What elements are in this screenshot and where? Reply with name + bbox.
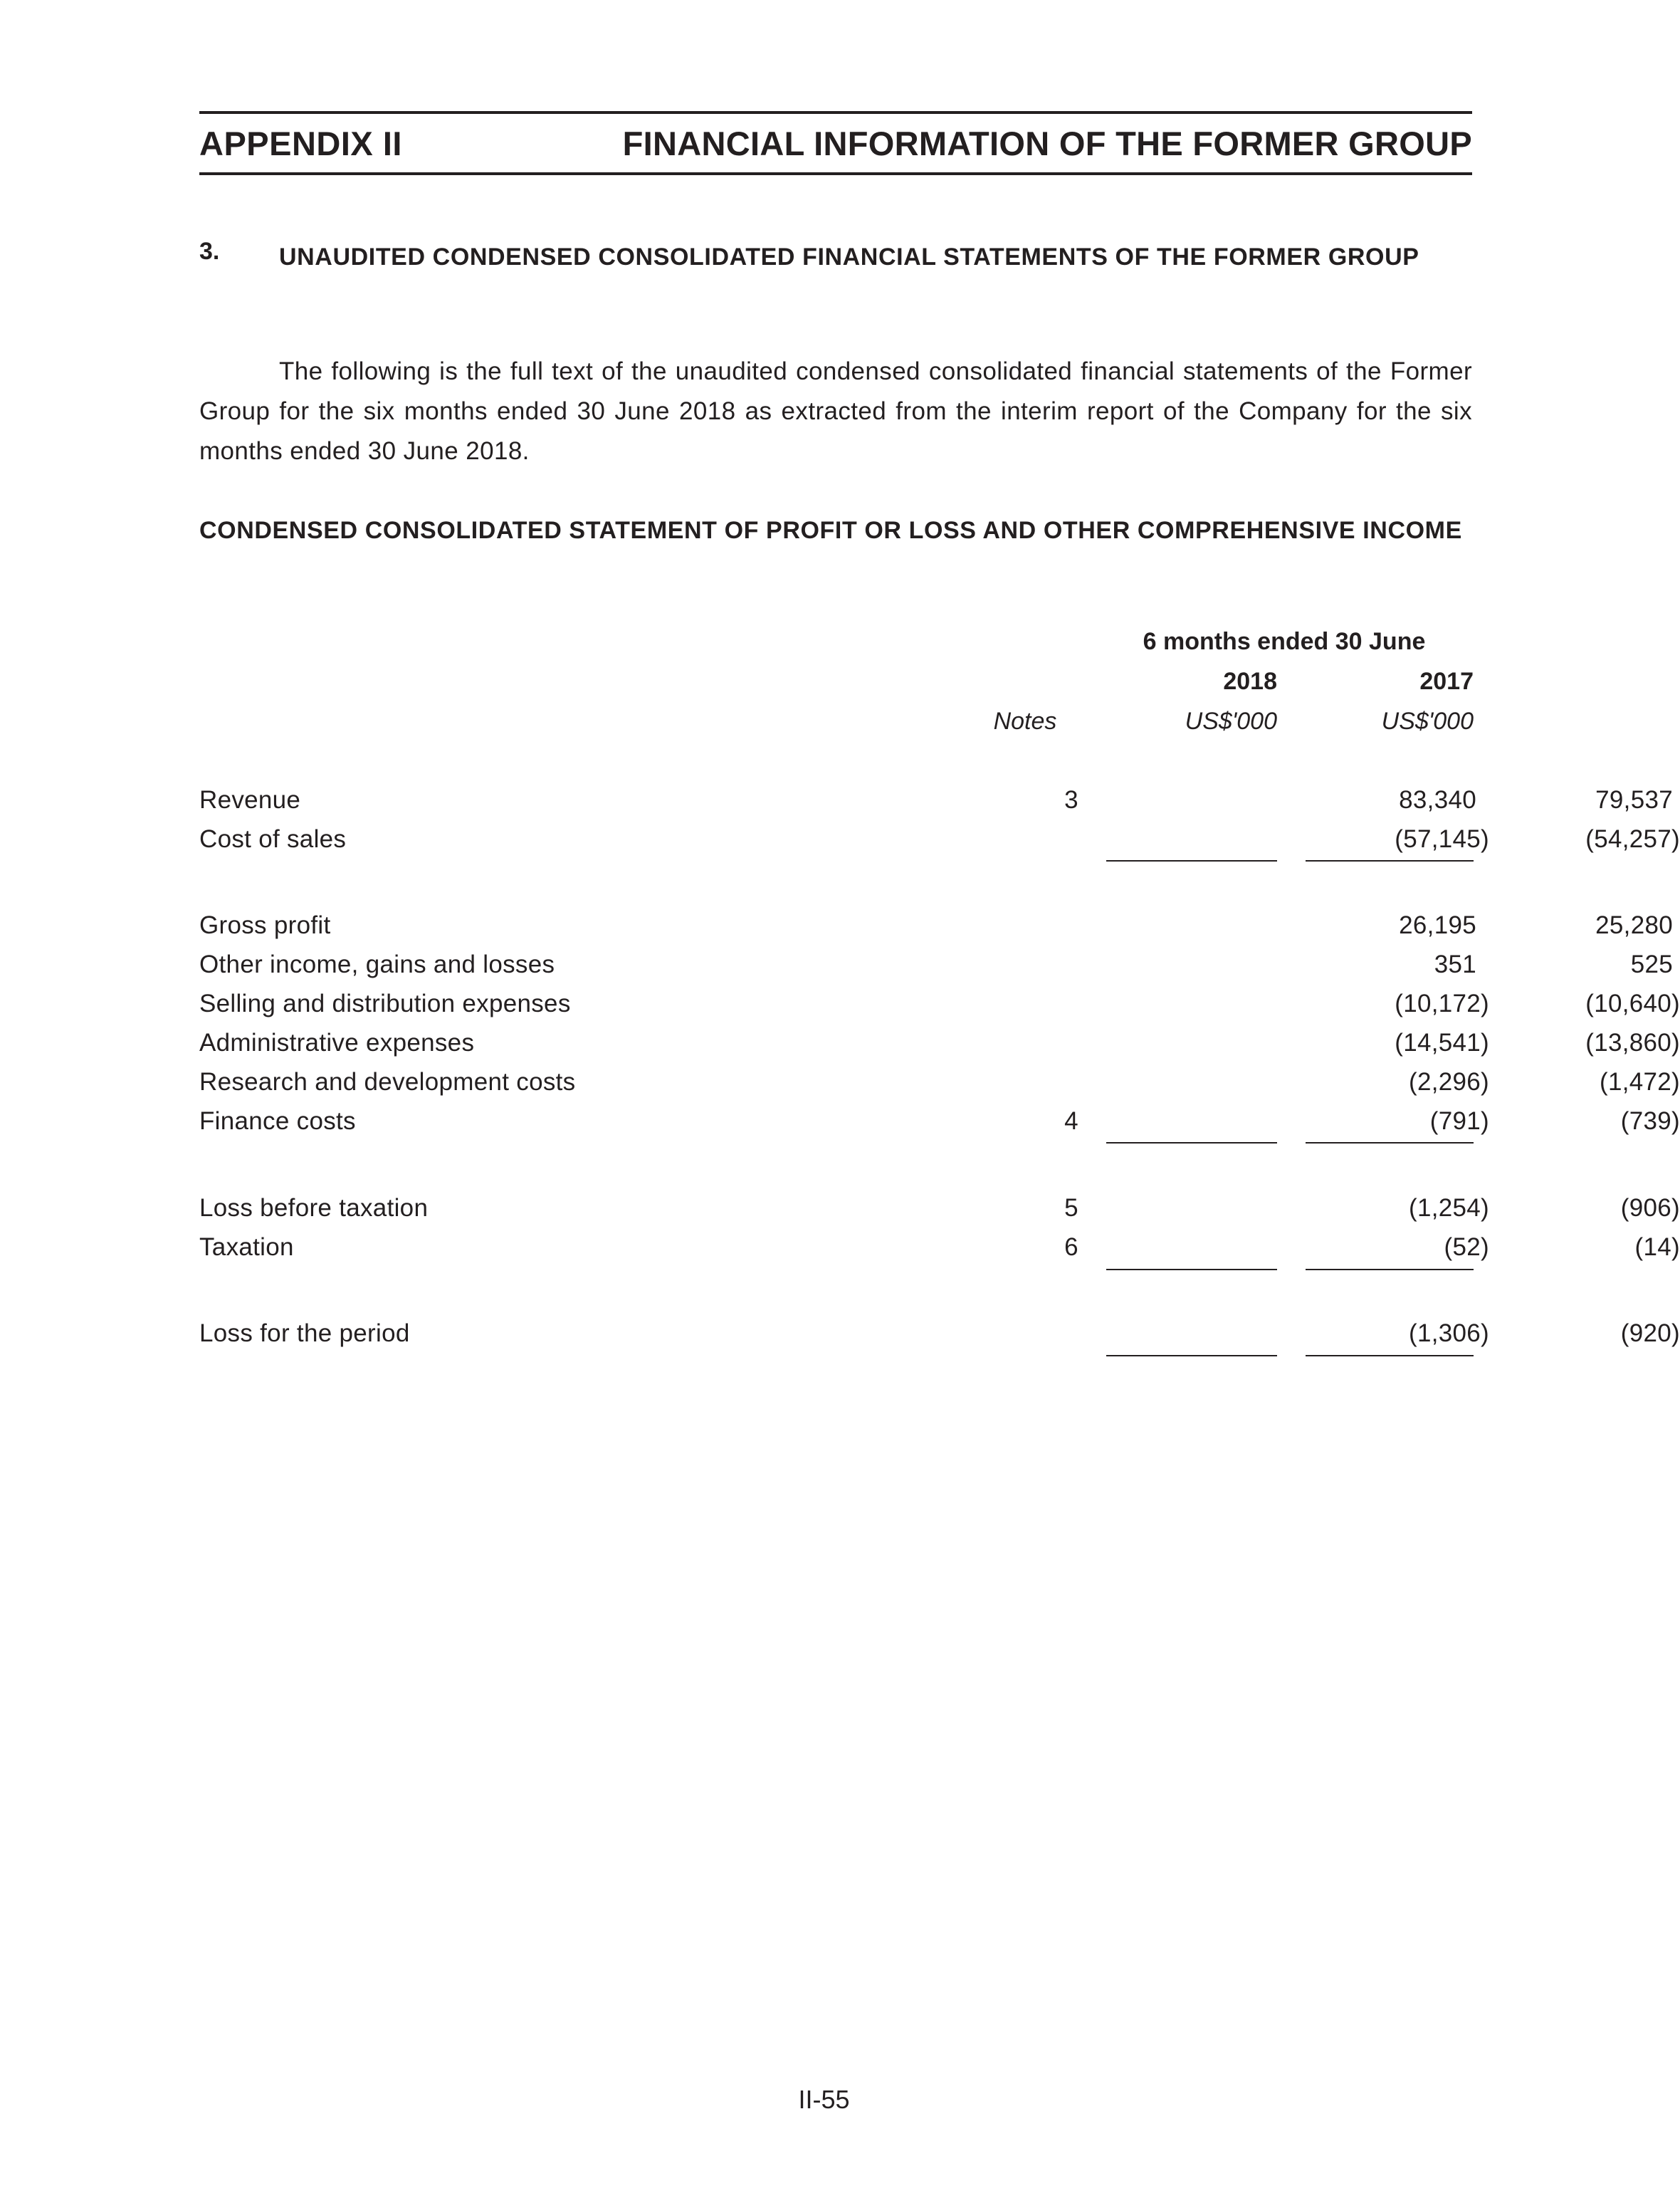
row-value-2017: (54,257): [1585, 825, 1680, 853]
row-value-2017: (10,640): [1585, 990, 1680, 1017]
row-value-2017: 79,537: [1595, 786, 1673, 814]
subtotal-rule: [1106, 1142, 1277, 1144]
table-row: [199, 1068, 1680, 1108]
table-row: [199, 1107, 1680, 1147]
total-rule: [1106, 1355, 1277, 1356]
notes-header: Notes: [993, 708, 1057, 735]
table-row: [199, 1194, 1680, 1234]
row-value-2018: (14,541): [1395, 1029, 1489, 1057]
row-label: Loss for the period: [199, 1319, 410, 1347]
row-note: 6: [1064, 1233, 1078, 1261]
row-label: Cost of sales: [199, 825, 347, 853]
table-row: [199, 1233, 1680, 1273]
row-value-2018: (2,296): [1409, 1068, 1489, 1096]
page-header: [199, 111, 1472, 175]
statement-title: CONDENSED CONSOLIDATED STATEMENT OF PROFIT OR LOSS AND OTHER COMPREHENSIVE INCOME: [199, 517, 1462, 544]
row-label: Research and development costs: [199, 1068, 576, 1096]
row-note: 3: [1064, 786, 1078, 814]
subtotal-rule: [1106, 860, 1277, 862]
year-2017-header: 2017: [1419, 668, 1474, 695]
table-row: [199, 786, 1673, 826]
table-row: [199, 825, 1680, 865]
row-note: 5: [1064, 1194, 1078, 1222]
section-title: UNAUDITED CONDENSED CONSOLIDATED FINANCIAL STATEMENTS OF THE FORMER GROUP: [279, 244, 1419, 271]
total-rule: [1306, 1355, 1474, 1356]
row-value-2017: (1,472): [1600, 1068, 1680, 1096]
table-row: [199, 911, 1673, 951]
row-label: Finance costs: [199, 1107, 356, 1135]
row-label: Administrative expenses: [199, 1029, 475, 1057]
year-2018-header: 2018: [1223, 668, 1277, 695]
row-label: Other income, gains and losses: [199, 951, 555, 978]
row-value-2018: 26,195: [1399, 911, 1476, 939]
row-value-2018: 351: [1434, 951, 1476, 978]
row-value-2017: 525: [1630, 951, 1673, 978]
table-row: [199, 990, 1680, 1030]
period-heading: 6 months ended 30 June: [1143, 628, 1426, 655]
row-value-2018: (57,145): [1395, 825, 1489, 853]
row-value-2018: (10,172): [1395, 990, 1489, 1017]
row-label: Gross profit: [199, 911, 331, 939]
row-label: Revenue: [199, 786, 301, 814]
subtotal-rule: [1306, 860, 1474, 862]
row-value-2018: (52): [1444, 1233, 1489, 1261]
row-value-2018: (791): [1429, 1107, 1489, 1135]
table-row: [199, 951, 1673, 990]
row-label: Selling and distribution expenses: [199, 990, 571, 1017]
table-row: [199, 1029, 1680, 1069]
appendix-title: FINANCIAL INFORMATION OF THE FORMER GROUP: [622, 125, 1472, 162]
unit-2018-header: US$'000: [1185, 708, 1277, 735]
row-label: Loss before taxation: [199, 1194, 429, 1222]
row-value-2018: (1,254): [1409, 1194, 1489, 1222]
row-value-2017: (14): [1634, 1233, 1680, 1261]
subtotal-rule: [1306, 1142, 1474, 1144]
row-note: 4: [1064, 1107, 1078, 1135]
row-value-2017: (739): [1620, 1107, 1680, 1135]
page-number: II-55: [798, 2085, 850, 2114]
row-value-2018: 83,340: [1399, 786, 1476, 814]
row-value-2018: (1,306): [1409, 1319, 1489, 1347]
row-value-2017: (906): [1620, 1194, 1680, 1222]
table-row: [199, 1319, 1680, 1359]
row-value-2017: (920): [1620, 1319, 1680, 1347]
row-value-2017: 25,280: [1595, 911, 1673, 939]
subtotal-rule: [1306, 1269, 1474, 1270]
section-number: 3.: [199, 238, 220, 265]
unit-2017-header: US$'000: [1381, 708, 1474, 735]
row-label: Taxation: [199, 1233, 294, 1261]
appendix-label: APPENDIX II: [199, 125, 402, 162]
intro-paragraph: The following is the full text of the unaudited condensed consolidated financial statements of the Former Group for the six months ended 30 June 2018 as extracted from the interim report of the Company for the six months ended 30 June 2018.: [199, 357, 1472, 465]
row-value-2017: (13,860): [1585, 1029, 1680, 1057]
subtotal-rule: [1106, 1269, 1277, 1270]
